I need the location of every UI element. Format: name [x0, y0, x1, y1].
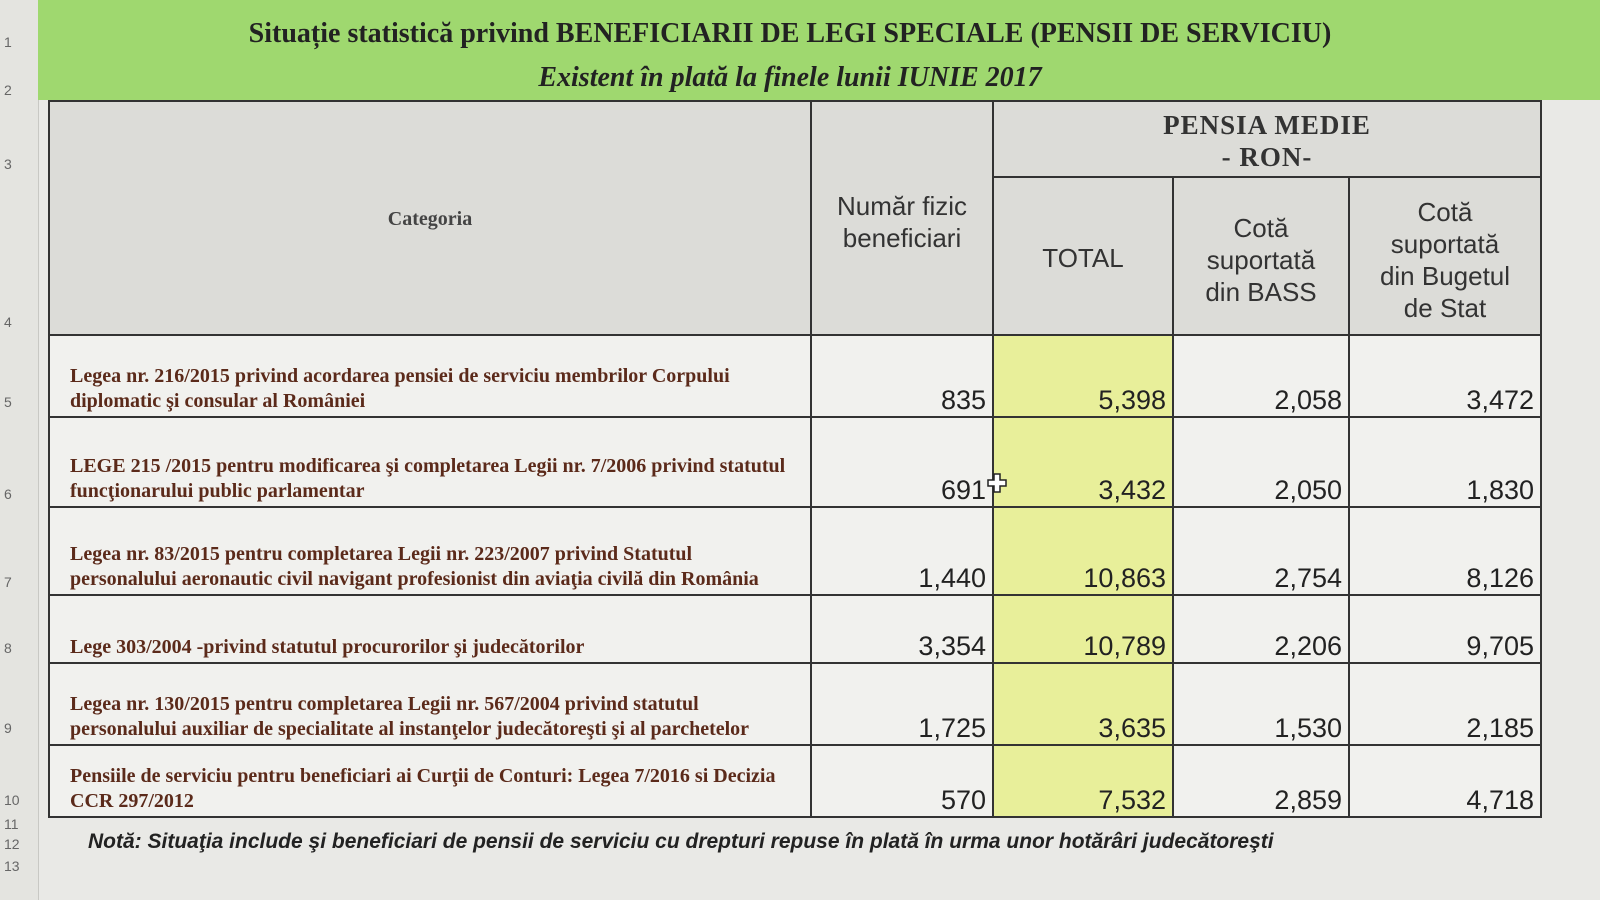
- header-budget-line1: Cotă: [1417, 197, 1473, 227]
- header-budget-line3: din Bugetul: [1379, 261, 1511, 291]
- row-number[interactable]: 2: [4, 82, 12, 98]
- cell-cursor-icon: [986, 472, 1008, 494]
- row-category: Legea nr. 216/2015 privind acordarea pensiei de serviciu membrilor Corpului diplomatic şi consular al României: [70, 365, 730, 412]
- bass-cell[interactable]: [1172, 744, 1350, 818]
- beneficiaries-value: 3,354: [918, 631, 986, 661]
- total-cell[interactable]: [992, 334, 1174, 418]
- budget-cell[interactable]: [1348, 662, 1542, 746]
- header-category: Categoria: [387, 208, 473, 230]
- row-number[interactable]: 12: [4, 836, 20, 852]
- header-bass-line2: suportată: [1206, 245, 1316, 275]
- bass-value: 2,050: [1274, 475, 1342, 505]
- budget-cell[interactable]: [1348, 744, 1542, 818]
- budget-value: 9,705: [1466, 631, 1534, 661]
- budget-cell[interactable]: [1348, 416, 1542, 508]
- row-number[interactable]: 10: [4, 792, 20, 808]
- table-row-category-cell[interactable]: [48, 594, 812, 664]
- sheet-subtitle[interactable]: Existent în plată la finele lunii IUNIE 2017: [538, 62, 1042, 93]
- header-beneficiaries-cell[interactable]: [810, 100, 994, 336]
- beneficiaries-value: 1,725: [918, 713, 986, 743]
- beneficiaries-cell[interactable]: [810, 744, 994, 818]
- header-total-cell[interactable]: [992, 176, 1174, 336]
- header-ron: - RON-: [1221, 142, 1313, 172]
- header-total: TOTAL: [1042, 243, 1124, 273]
- row-number[interactable]: 7: [4, 574, 12, 590]
- bass-cell[interactable]: [1172, 416, 1350, 508]
- table-row-category-cell[interactable]: [48, 744, 812, 818]
- budget-cell[interactable]: [1348, 594, 1542, 664]
- beneficiaries-cell[interactable]: [810, 506, 994, 596]
- total-value: 7,532: [1098, 785, 1166, 815]
- total-value: 3,635: [1098, 713, 1166, 743]
- row-number[interactable]: 9: [4, 720, 12, 736]
- beneficiaries-cell[interactable]: [810, 662, 994, 746]
- bass-value: 2,206: [1274, 631, 1342, 661]
- bass-cell[interactable]: [1172, 506, 1350, 596]
- total-cell[interactable]: [992, 662, 1174, 746]
- row-category: Legea nr. 83/2015 pentru completarea Legii nr. 223/2007 privind Statutul personalului aeronautic civil navigant profesionist din aviaţia civilă din România: [70, 543, 759, 590]
- beneficiaries-value: 835: [940, 385, 986, 415]
- sheet-title[interactable]: Situație statistică privind BENEFICIARII DE LEGI SPECIALE (PENSII DE SERVICIU): [248, 18, 1332, 49]
- bass-cell[interactable]: [1172, 334, 1350, 418]
- total-cell[interactable]: [992, 416, 1174, 508]
- row-number[interactable]: 13: [4, 858, 20, 874]
- header-category-cell[interactable]: [48, 100, 812, 336]
- header-budget-cell[interactable]: [1348, 176, 1542, 336]
- header-beneficiaries-line1: Număr fizic: [836, 191, 967, 221]
- table-row-category-cell[interactable]: [48, 416, 812, 508]
- total-cell[interactable]: [992, 506, 1174, 596]
- row-number[interactable]: 5: [4, 394, 12, 410]
- header-bass-line1: Cotă: [1233, 213, 1289, 243]
- bass-value: 1,530: [1274, 713, 1342, 743]
- table-row-category-cell[interactable]: [48, 334, 812, 418]
- header-budget-line2: suportată: [1390, 229, 1500, 259]
- row-number[interactable]: 6: [4, 486, 12, 502]
- beneficiaries-cell[interactable]: [810, 594, 994, 664]
- beneficiaries-value: 1,440: [918, 563, 986, 593]
- row-category: LEGE 215 /2015 pentru modificarea şi completarea Legii nr. 7/2006 privind statutul funcţionarului public parlamentar: [70, 455, 786, 502]
- budget-cell[interactable]: [1348, 334, 1542, 418]
- header-pensia-medie: PENSIA MEDIE: [1163, 110, 1371, 140]
- beneficiaries-cell[interactable]: [810, 416, 994, 508]
- row-number[interactable]: 8: [4, 640, 12, 656]
- total-cell[interactable]: [992, 594, 1174, 664]
- total-value: 10,789: [1083, 631, 1166, 661]
- row-number[interactable]: 1: [4, 34, 12, 50]
- row-number[interactable]: 4: [4, 314, 12, 330]
- row-category: Lege 303/2004 -privind statutul procurorilor şi judecătorilor: [70, 636, 585, 658]
- total-value: 3,432: [1098, 475, 1166, 505]
- table-row-category-cell[interactable]: [48, 506, 812, 596]
- header-bass-cell[interactable]: [1172, 176, 1350, 336]
- budget-cell[interactable]: [1348, 506, 1542, 596]
- row-number[interactable]: 3: [4, 156, 12, 172]
- row-category: Legea nr. 130/2015 pentru completarea Legii nr. 567/2004 privind statutul personalului auxiliar de specialitate al instanţelor judecătoreşti şi al parchetelor: [70, 693, 750, 740]
- row-number-gutter: [0, 0, 39, 900]
- budget-value: 8,126: [1466, 563, 1534, 593]
- table-row-category-cell[interactable]: [48, 662, 812, 746]
- budget-value: 2,185: [1466, 713, 1534, 743]
- bass-cell[interactable]: [1172, 594, 1350, 664]
- total-value: 10,863: [1083, 563, 1166, 593]
- total-value: 5,398: [1098, 385, 1166, 415]
- header-bass-line3: din BASS: [1205, 277, 1317, 307]
- row-number[interactable]: 11: [4, 816, 19, 832]
- beneficiaries-cell[interactable]: [810, 334, 994, 418]
- header-budget-line4: de Stat: [1403, 293, 1487, 323]
- budget-value: 1,830: [1466, 475, 1534, 505]
- header-pensia-medie-cell[interactable]: [992, 100, 1542, 178]
- total-cell[interactable]: [992, 744, 1174, 818]
- footnote[interactable]: Notă: Situaţia include şi beneficiari de pensii de serviciu cu drepturi repuse în plată în urma unor hotărâri judecătoreşti: [88, 830, 1274, 853]
- beneficiaries-value: 691: [940, 475, 986, 505]
- bass-value: 2,754: [1274, 563, 1342, 593]
- bass-value: 2,859: [1274, 785, 1342, 815]
- bass-value: 2,058: [1274, 385, 1342, 415]
- budget-value: 4,718: [1466, 785, 1534, 815]
- budget-value: 3,472: [1466, 385, 1534, 415]
- beneficiaries-value: 570: [940, 785, 986, 815]
- bass-cell[interactable]: [1172, 662, 1350, 746]
- row-category: Pensiile de serviciu pentru beneficiari ai Curţii de Conturi: Legea 7/2016 si Decizia CCR 297/2012: [70, 765, 776, 812]
- header-beneficiaries-line2: beneficiari: [842, 223, 962, 253]
